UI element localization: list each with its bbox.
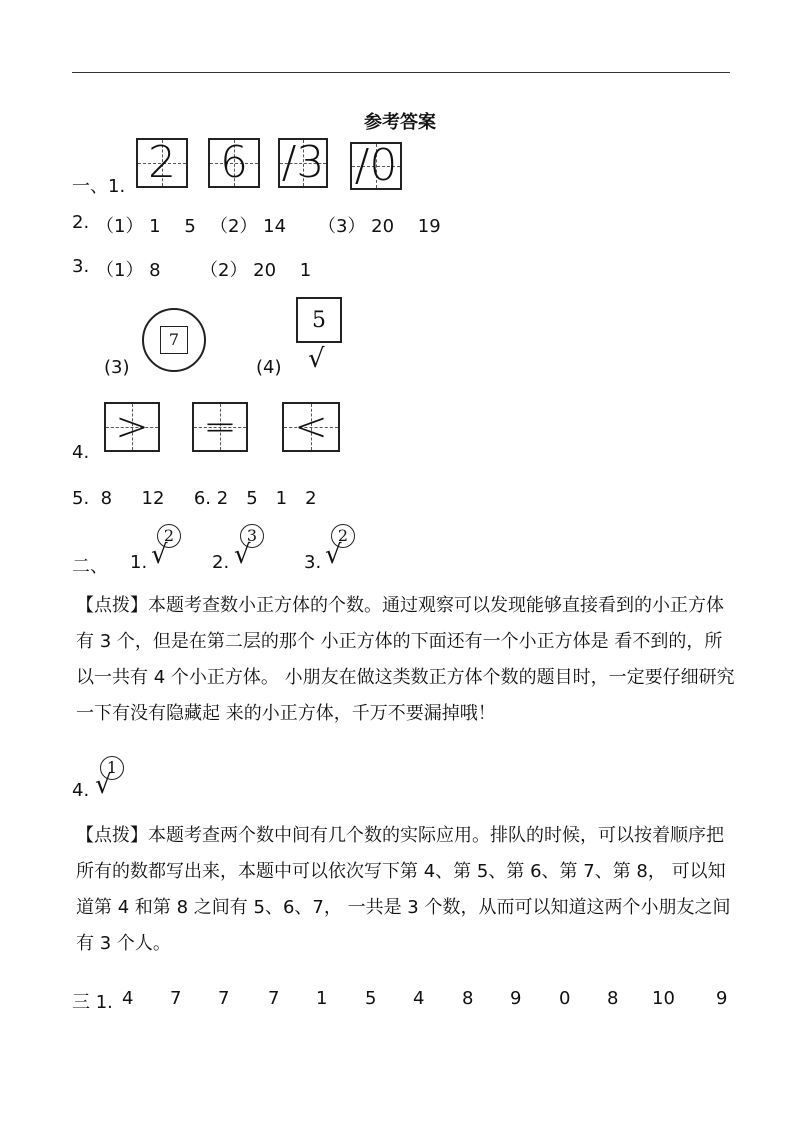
s3-value: 9 [510, 988, 522, 1009]
circled-number: 2 [331, 524, 355, 548]
s3-value: 10 [652, 988, 675, 1009]
symbol-equal: = [203, 404, 237, 450]
answer-box-5: 5 [296, 297, 342, 343]
writing-grid-2 [208, 138, 260, 188]
symbol-grid-2 [192, 402, 248, 452]
checkmark-icon: √ [151, 540, 168, 570]
s3-value: 7 [268, 988, 280, 1009]
grid-char: 6 [220, 137, 248, 188]
s3-value: 8 [607, 988, 619, 1009]
symbol-grid-3 [282, 402, 340, 452]
circled-number: 1 [100, 756, 124, 780]
header-rule [72, 72, 730, 73]
q3-label: 3. [72, 256, 90, 277]
q2-answer-1: （1） 1 5 [96, 216, 196, 237]
s3-value: 5 [365, 988, 377, 1009]
s3-value: 7 [170, 988, 182, 1009]
s2-item2-num: 2. [212, 552, 230, 573]
writing-grid-3 [278, 138, 328, 188]
circled-number: 3 [240, 524, 264, 548]
q4-label: 4. [72, 442, 90, 463]
symbol-greater: > [115, 404, 149, 450]
s3-value: 1 [316, 988, 328, 1009]
checkmark-icon: √ [308, 344, 325, 374]
q2-label: 2. [72, 212, 90, 233]
circled-number: 2 [157, 524, 181, 548]
checkmark-icon: √ [325, 540, 342, 570]
grid-char: /0 [354, 140, 398, 191]
symbol-less: < [294, 404, 328, 450]
tip-paragraph-2: 【点拨】本题考查两个数中间有几个数的实际应用。排队的时候，可以按着顺序把所有的数都写出来，本题中可以依次写下第 4、第 5、第 6、第 7、第 8， 可以知道第 4 和第 8 之间有 5、6、7， 一共是 3 个数，从而可以知道这两个小朋友之间有 3 个人。 [76, 825, 731, 954]
tip-paragraph-1: 【点拨】本题考查数小正方体的个数。通过观察可以发现能够直接看到的小正方体有 3 个，但是在第二层的那个 小正方体的下面还有一个小正方体是 看不到的，所以一共有 4 个小正方体。 小朋友在做这类数正方体个数的题目时，一定要仔细研究一下有没有隐藏起 来的小正方体，千万不要漏掉哦！ [76, 595, 735, 724]
writing-grid-4 [350, 142, 402, 190]
s3-value: 0 [559, 988, 571, 1009]
answer-circle [142, 308, 206, 372]
q1-label: 一、1. [72, 176, 126, 197]
s3-value: 4 [413, 988, 425, 1009]
s3-value: 7 [218, 988, 230, 1009]
s3-value: 4 [122, 988, 134, 1009]
s2-item1-num: 1. [130, 552, 148, 573]
grid-char: 2 [148, 137, 176, 188]
s2-item3-num: 3. [304, 552, 322, 573]
s3-value: 8 [462, 988, 474, 1009]
symbol-grid-1 [104, 402, 160, 452]
checkmark-icon: √ [234, 540, 251, 570]
page-title: 参考答案 [364, 112, 436, 133]
q3-sub3-label: (3) [104, 357, 130, 378]
q3-answer-1: （1） 8 [96, 260, 161, 281]
section2-label: 二、 [72, 556, 108, 577]
grid-char: /3 [281, 137, 325, 188]
q3-sub4-label: (4) [256, 357, 282, 378]
section3-label: 三 1. [72, 992, 113, 1013]
checkmark-icon: √ [95, 770, 112, 800]
q2-answer-2: （2） 14 [210, 216, 287, 237]
writing-grid-1 [136, 138, 188, 188]
q2-answer-3: （3） 20 19 [318, 216, 441, 237]
q5-q6-answers: 5. 8 12 6. 2 5 1 2 [72, 488, 317, 509]
q3-answer-2: （2） 20 1 [200, 260, 312, 281]
answer-box-7: 7 [160, 326, 188, 354]
s3-value: 9 [716, 988, 728, 1009]
s2-q4-label: 4. [72, 780, 90, 801]
